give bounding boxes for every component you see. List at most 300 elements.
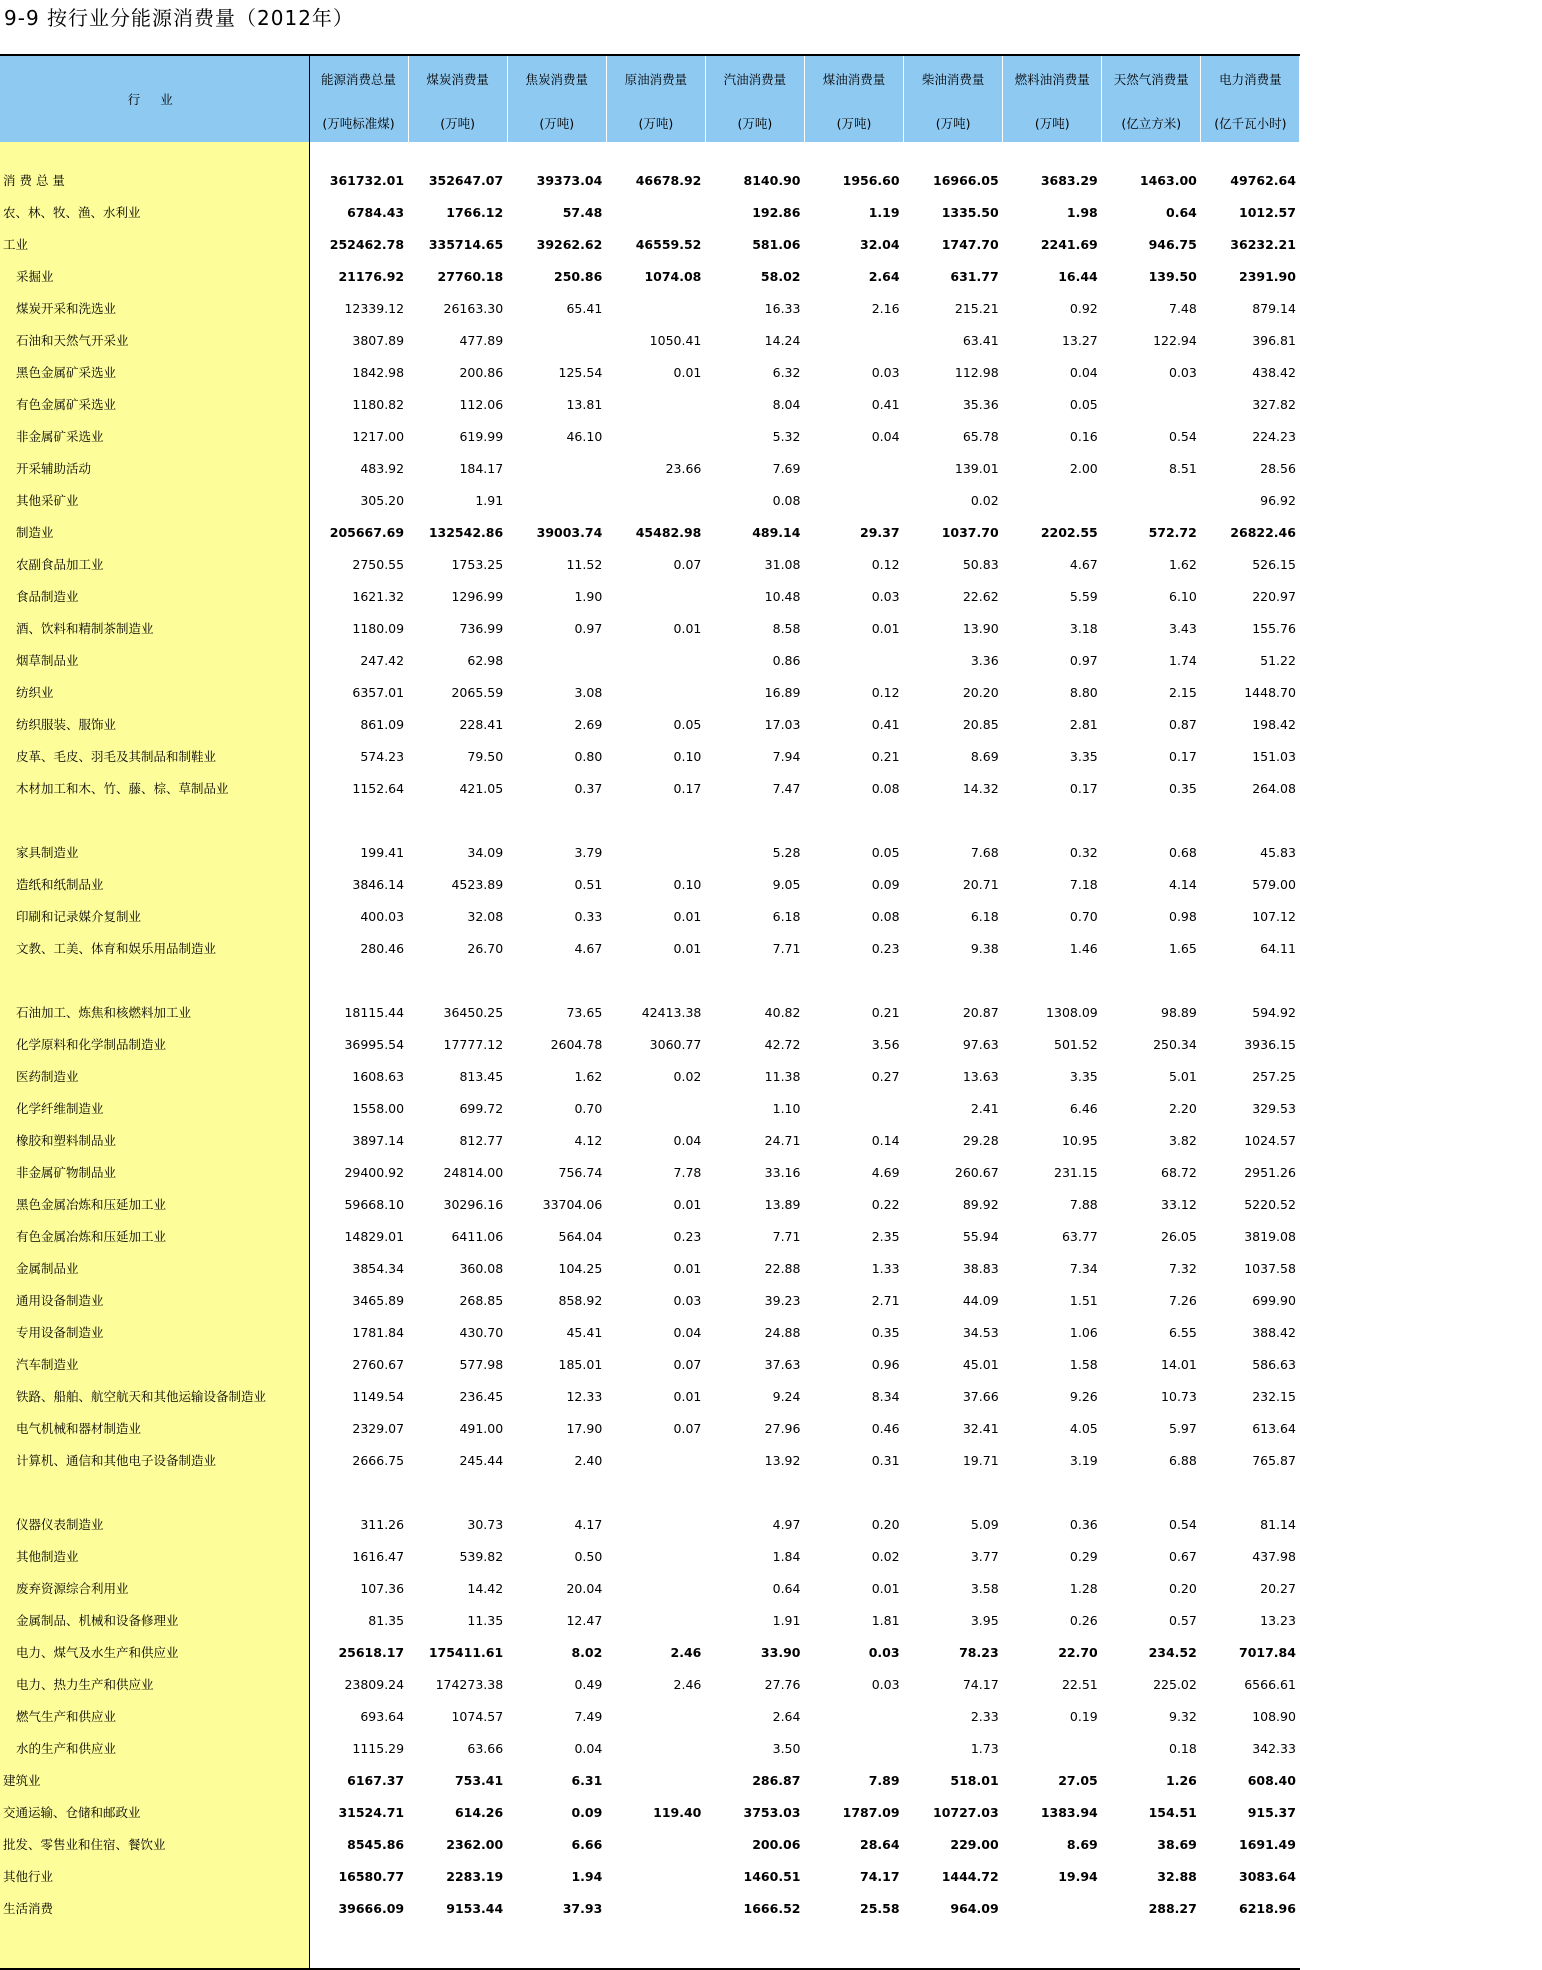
value-cell (507, 324, 606, 356)
value-cell: 65.78 (962, 428, 999, 444)
value-cell: 132542.86 (428, 524, 504, 540)
value-cell (904, 964, 1003, 996)
column-name: 燃料油消费量 (1014, 72, 1090, 87)
value-cell: 619.99 (459, 428, 504, 444)
value-cell: 125.54 (558, 364, 603, 380)
value-cell: 36232.21 (1230, 236, 1296, 252)
value-cell: 13.92 (764, 1452, 801, 1468)
label-cell (0, 1476, 309, 1508)
value-cell: 342.33 (1252, 1740, 1296, 1756)
row-label: 制造业 (0, 516, 309, 548)
value-cell: 0.01 (673, 940, 702, 956)
value-cell (1102, 142, 1201, 164)
value-cell: 0.70 (574, 1100, 603, 1116)
value-cell: 4.69 (871, 1164, 900, 1180)
value-cell: 613.64 (1252, 1420, 1296, 1436)
value-cell: 0.20 (1169, 1580, 1197, 1596)
value-cell: 2391.90 (1239, 268, 1296, 284)
value-cell: 564.04 (558, 1228, 603, 1244)
row-label: 计算机、通信和其他电子设备制造业 (0, 1444, 309, 1476)
value-cell (309, 964, 408, 996)
value-cell: 3465.89 (352, 1292, 405, 1308)
value-cell: 0.10 (673, 876, 702, 892)
value-cell: 8545.86 (347, 1836, 405, 1852)
value-cell (1102, 388, 1201, 420)
table-row (0, 1700, 1300, 1732)
row-label: 交通运输、仓储和邮政业 (0, 1796, 309, 1828)
value-cell: 5.97 (1169, 1420, 1197, 1436)
value-cell: 17.90 (566, 1420, 603, 1436)
value-cell: 3060.77 (649, 1036, 702, 1052)
value-cell: 1.62 (574, 1068, 603, 1084)
value-cell: 19.94 (1058, 1868, 1098, 1884)
value-cell: 1.73 (970, 1740, 999, 1756)
value-cell: 0.03 (868, 1644, 900, 1660)
value-cell: 400.03 (360, 908, 405, 924)
value-cell: 1781.84 (352, 1324, 405, 1340)
table-row (0, 1252, 1300, 1284)
value-cell: 2362.00 (446, 1836, 504, 1852)
table-row (0, 1828, 1300, 1860)
value-cell: 0.36 (1069, 1516, 1098, 1532)
value-cell: 736.99 (459, 620, 504, 636)
table-row (0, 772, 1300, 804)
table-row (0, 1284, 1300, 1316)
value-cell: 21176.92 (338, 268, 405, 284)
value-cell: 10727.03 (933, 1804, 999, 1820)
row-label: 汽车制造业 (0, 1348, 309, 1380)
value-cell: 6.46 (1069, 1100, 1098, 1116)
value-cell: 0.04 (574, 1740, 603, 1756)
row-label: 金属制品业 (0, 1252, 309, 1284)
value-cell: 26163.30 (443, 300, 504, 316)
value-cell: 6218.96 (1239, 1900, 1296, 1916)
value-cell: 23809.24 (344, 1676, 405, 1692)
table-row (0, 260, 1300, 292)
column-name: 煤炭消费量 (426, 72, 489, 87)
value-cell: 6167.37 (347, 1772, 405, 1788)
value-cell: 2329.07 (352, 1420, 405, 1436)
column-unit: (万吨) (836, 116, 872, 131)
value-cell (408, 142, 507, 164)
value-cell: 205667.69 (329, 524, 405, 540)
value-cell: 2666.75 (352, 1452, 405, 1468)
value-cell: 0.80 (574, 748, 603, 764)
value-cell (606, 1476, 705, 1508)
value-cell: 37.93 (562, 1900, 603, 1916)
value-cell: 232.15 (1252, 1388, 1296, 1404)
value-cell (606, 388, 705, 420)
value-cell: 7.47 (772, 780, 801, 796)
value-cell: 39262.62 (536, 236, 603, 252)
value-cell: 17777.12 (443, 1036, 504, 1052)
header-column (1201, 55, 1300, 142)
value-cell: 49762.64 (1230, 172, 1296, 188)
value-cell (904, 1924, 1003, 1969)
value-cell: 12.47 (566, 1612, 603, 1628)
value-cell: 1.51 (1069, 1292, 1098, 1308)
table-row (0, 1124, 1300, 1156)
row-label: 金属制品、机械和设备修理业 (0, 1604, 309, 1636)
energy-consumption-table (0, 54, 1300, 1970)
value-cell: 1.19 (868, 204, 900, 220)
value-cell: 1448.70 (1244, 684, 1296, 700)
value-cell: 0.46 (871, 1420, 900, 1436)
header-column (1003, 55, 1102, 142)
value-cell: 225.02 (1153, 1676, 1197, 1692)
value-cell: 288.27 (1148, 1900, 1197, 1916)
value-cell: 9.05 (772, 876, 801, 892)
column-unit: (万吨) (539, 116, 575, 131)
value-cell: 215.21 (954, 300, 999, 316)
value-cell: 252462.78 (329, 236, 405, 252)
value-cell: 2.64 (772, 1708, 801, 1724)
row-label: 有色金属矿采选业 (0, 388, 309, 420)
value-cell: 8.34 (871, 1388, 900, 1404)
value-cell: 1.62 (1169, 556, 1197, 572)
table-row (0, 996, 1300, 1028)
value-cell: 0.50 (574, 1548, 603, 1564)
column-name: 柴油消费量 (921, 72, 985, 87)
value-cell: 0.08 (772, 492, 801, 508)
value-cell: 1.65 (1169, 940, 1197, 956)
table-row (0, 900, 1300, 932)
value-cell: 518.01 (950, 1772, 999, 1788)
value-cell: 0.33 (574, 908, 603, 924)
value-cell: 1753.25 (451, 556, 504, 572)
value-cell: 139.50 (1148, 268, 1197, 284)
value-cell: 112.98 (954, 364, 999, 380)
value-cell (408, 804, 507, 836)
table-row (0, 548, 1300, 580)
value-cell: 0.07 (673, 1356, 702, 1372)
label-cell (0, 804, 309, 836)
value-cell: 0.32 (1069, 844, 1098, 860)
table-row (0, 1156, 1300, 1188)
row-label: 开采辅助活动 (0, 452, 309, 484)
table-row (0, 356, 1300, 388)
value-cell: 0.02 (871, 1548, 900, 1564)
value-cell (1102, 484, 1201, 516)
value-cell: 64.11 (1260, 940, 1296, 956)
value-cell: 2.15 (1169, 684, 1197, 700)
value-cell: 0.08 (871, 780, 900, 796)
value-cell: 46559.52 (635, 236, 702, 252)
value-cell: 6.18 (772, 908, 801, 924)
value-cell: 29.37 (860, 524, 900, 540)
value-cell (1201, 142, 1300, 164)
value-cell: 7.49 (574, 1708, 603, 1724)
value-cell: 2.69 (574, 716, 603, 732)
value-cell: 0.35 (871, 1324, 900, 1340)
value-cell: 0.01 (673, 620, 702, 636)
value-cell: 0.16 (1069, 428, 1098, 444)
value-cell: 0.19 (1069, 1708, 1098, 1724)
value-cell: 20.27 (1260, 1580, 1296, 1596)
value-cell: 224.23 (1252, 428, 1296, 444)
value-cell (606, 1924, 705, 1969)
column-name: 天然气消费量 (1113, 72, 1189, 87)
row-label: 废弃资源综合利用业 (0, 1572, 309, 1604)
header-column (804, 55, 903, 142)
value-cell: 0.70 (1069, 908, 1098, 924)
value-cell (1003, 1732, 1102, 1764)
value-cell: 107.12 (1252, 908, 1296, 924)
value-cell: 631.77 (950, 268, 999, 284)
value-cell: 7.68 (970, 844, 999, 860)
label-cell (0, 142, 309, 164)
row-label: 化学原料和化学制品制造业 (0, 1028, 309, 1060)
value-cell: 0.04 (1069, 364, 1098, 380)
value-cell (606, 142, 705, 164)
value-cell: 0.20 (871, 1516, 900, 1532)
value-cell: 59668.10 (344, 1196, 405, 1212)
value-cell: 4.17 (574, 1516, 603, 1532)
value-cell: 1608.63 (352, 1068, 405, 1084)
value-cell: 4523.89 (451, 876, 504, 892)
row-label: 有色金属冶炼和压延加工业 (0, 1220, 309, 1252)
value-cell: 2.35 (871, 1228, 900, 1244)
value-cell: 577.98 (459, 1356, 504, 1372)
table-row (0, 868, 1300, 900)
value-cell (1102, 964, 1201, 996)
value-cell: 0.98 (1169, 908, 1197, 924)
value-cell (507, 452, 606, 484)
value-cell: 81.14 (1260, 1516, 1296, 1532)
value-cell: 46678.92 (635, 172, 702, 188)
value-cell (1003, 142, 1102, 164)
value-cell: 0.04 (673, 1132, 702, 1148)
value-cell: 489.14 (752, 524, 801, 540)
value-cell: 33704.06 (542, 1196, 603, 1212)
label-cell (0, 1924, 309, 1969)
value-cell (804, 1476, 903, 1508)
value-cell: 3.19 (1069, 1452, 1098, 1468)
table-header (0, 55, 1300, 142)
value-cell: 1.10 (772, 1100, 801, 1116)
value-cell: 5.09 (970, 1516, 999, 1532)
value-cell (606, 644, 705, 676)
value-cell (606, 580, 705, 612)
value-cell: 16.44 (1058, 268, 1098, 284)
value-cell: 3083.64 (1239, 1868, 1296, 1884)
value-cell: 2.81 (1069, 716, 1098, 732)
value-cell: 46.10 (566, 428, 603, 444)
value-cell (606, 1092, 705, 1124)
value-cell: 438.42 (1252, 364, 1296, 380)
value-cell: 13.81 (566, 396, 603, 412)
value-cell: 352647.07 (428, 172, 504, 188)
value-cell: 0.03 (1169, 364, 1197, 380)
value-cell: 32.41 (962, 1420, 999, 1436)
value-cell: 3.08 (574, 684, 603, 700)
value-cell: 236.45 (459, 1388, 504, 1404)
row-label: 石油和天然气开采业 (0, 324, 309, 356)
value-cell: 7.26 (1169, 1292, 1197, 1308)
value-cell: 63.41 (962, 332, 999, 348)
value-cell: 16966.05 (933, 172, 999, 188)
table-row (0, 1412, 1300, 1444)
value-cell: 3683.29 (1040, 172, 1098, 188)
value-cell: 14.24 (764, 332, 801, 348)
value-cell: 3.58 (970, 1580, 999, 1596)
value-cell: 0.09 (571, 1804, 603, 1820)
value-cell: 45.01 (962, 1356, 999, 1372)
value-cell: 0.03 (871, 364, 900, 380)
value-cell: 8.69 (970, 748, 999, 764)
value-cell: 257.25 (1252, 1068, 1296, 1084)
column-name: 能源消费总量 (321, 72, 397, 87)
row-label: 皮革、毛皮、羽毛及其制品和制鞋业 (0, 740, 309, 772)
value-cell: 0.12 (871, 684, 900, 700)
value-cell: 24.88 (764, 1324, 801, 1340)
value-cell: 14.01 (1161, 1356, 1197, 1372)
value-cell: 33.90 (760, 1644, 801, 1660)
value-cell: 0.17 (1169, 748, 1197, 764)
value-cell: 27.76 (764, 1676, 801, 1692)
value-cell: 0.05 (871, 844, 900, 860)
value-cell (904, 1476, 1003, 1508)
value-cell: 1074.57 (451, 1708, 504, 1724)
value-cell: 1.28 (1069, 1580, 1098, 1596)
row-label: 水的生产和供应业 (0, 1732, 309, 1764)
value-cell: 8.69 (1066, 1836, 1098, 1852)
table-row (0, 1028, 1300, 1060)
column-unit: (万吨) (737, 116, 773, 131)
value-cell: 108.90 (1252, 1708, 1296, 1724)
value-cell (507, 804, 606, 836)
value-cell: 2.00 (1069, 460, 1098, 476)
value-cell: 0.17 (673, 780, 702, 796)
value-cell: 28.64 (860, 1836, 900, 1852)
value-cell: 6.31 (571, 1772, 603, 1788)
value-cell: 29.28 (962, 1132, 999, 1148)
value-cell: 250.86 (554, 268, 603, 284)
value-cell: 0.21 (871, 1004, 900, 1020)
value-cell (507, 1924, 606, 1969)
value-cell (606, 1604, 705, 1636)
value-cell: 1217.00 (352, 428, 405, 444)
value-cell: 6357.01 (352, 684, 405, 700)
value-cell: 57.48 (562, 204, 603, 220)
value-cell: 0.97 (574, 620, 603, 636)
value-cell: 1.98 (1066, 204, 1098, 220)
table-row (0, 1540, 1300, 1572)
value-cell: 3807.89 (352, 332, 405, 348)
header-column (1102, 55, 1201, 142)
value-cell: 0.12 (871, 556, 900, 572)
value-cell (1003, 484, 1102, 516)
value-cell: 19.71 (962, 1452, 999, 1468)
value-cell: 2065.59 (451, 684, 504, 700)
value-cell (606, 1732, 705, 1764)
value-cell: 7017.84 (1239, 1644, 1296, 1660)
column-name: 焦炭消费量 (525, 72, 588, 87)
value-cell: 11.52 (566, 556, 603, 572)
value-cell: 2750.55 (352, 556, 405, 572)
value-cell (1003, 804, 1102, 836)
value-cell: 396.81 (1252, 332, 1296, 348)
value-cell: 107.36 (360, 1580, 405, 1596)
table-row (0, 1892, 1300, 1924)
column-unit: (亿千瓦小时) (1214, 116, 1287, 131)
table-row (0, 1636, 1300, 1668)
value-cell: 581.06 (752, 236, 801, 252)
header-column (606, 55, 705, 142)
value-cell (804, 1732, 903, 1764)
table-row (0, 1732, 1300, 1764)
value-cell: 311.26 (360, 1516, 405, 1532)
value-cell: 0.41 (871, 396, 900, 412)
value-cell: 8.58 (772, 620, 801, 636)
value-cell: 0.22 (871, 1196, 900, 1212)
value-cell: 3854.34 (352, 1260, 405, 1276)
value-cell: 280.46 (360, 940, 405, 956)
value-cell: 946.75 (1148, 236, 1197, 252)
value-cell (804, 142, 903, 164)
column-name: 原油消费量 (624, 72, 688, 87)
value-cell: 104.25 (558, 1260, 603, 1276)
value-cell: 7.71 (772, 940, 801, 956)
value-cell (606, 292, 705, 324)
value-cell: 3.77 (970, 1548, 999, 1564)
value-cell (606, 1828, 705, 1860)
value-cell: 119.40 (653, 1804, 702, 1820)
value-cell: 42413.38 (641, 1004, 702, 1020)
table-row (0, 580, 1300, 612)
value-cell: 1.06 (1069, 1324, 1098, 1340)
value-cell: 199.41 (360, 844, 405, 860)
value-cell: 6.10 (1169, 588, 1197, 604)
value-cell: 4.05 (1069, 1420, 1098, 1436)
value-cell: 31.08 (764, 556, 801, 572)
value-cell (507, 1476, 606, 1508)
value-cell: 264.08 (1252, 780, 1296, 796)
value-cell: 14829.01 (344, 1228, 405, 1244)
value-cell: 3.36 (970, 652, 999, 668)
value-cell: 36450.25 (443, 1004, 504, 1020)
row-label: 建筑业 (0, 1764, 309, 1796)
value-cell: 30.73 (467, 1516, 504, 1532)
value-cell: 73.65 (566, 1004, 603, 1020)
value-cell: 32.08 (467, 908, 504, 924)
value-cell: 50.83 (962, 556, 999, 572)
value-cell: 38.69 (1157, 1836, 1197, 1852)
value-cell: 29400.92 (344, 1164, 405, 1180)
column-unit: (亿立方米) (1121, 116, 1182, 131)
value-cell: 2.16 (871, 300, 900, 316)
value-cell: 1012.57 (1239, 204, 1296, 220)
value-cell: 200.06 (752, 1836, 801, 1852)
value-cell: 1149.54 (352, 1388, 405, 1404)
value-cell: 1.94 (571, 1868, 603, 1884)
value-cell: 7.89 (868, 1772, 900, 1788)
value-cell (507, 142, 606, 164)
value-cell (606, 1572, 705, 1604)
spacer-row (0, 804, 1300, 836)
value-cell: 26.70 (467, 940, 504, 956)
row-label: 黑色金属冶炼和压延加工业 (0, 1188, 309, 1220)
value-cell: 234.52 (1148, 1644, 1197, 1660)
value-cell: 20.20 (962, 684, 999, 700)
value-cell: 39.23 (764, 1292, 801, 1308)
value-cell (804, 1092, 903, 1124)
value-cell: 175411.61 (428, 1644, 504, 1660)
spacer-row (0, 1476, 1300, 1508)
value-cell: 2202.55 (1040, 524, 1098, 540)
value-cell (606, 676, 705, 708)
value-cell: 151.03 (1252, 748, 1296, 764)
